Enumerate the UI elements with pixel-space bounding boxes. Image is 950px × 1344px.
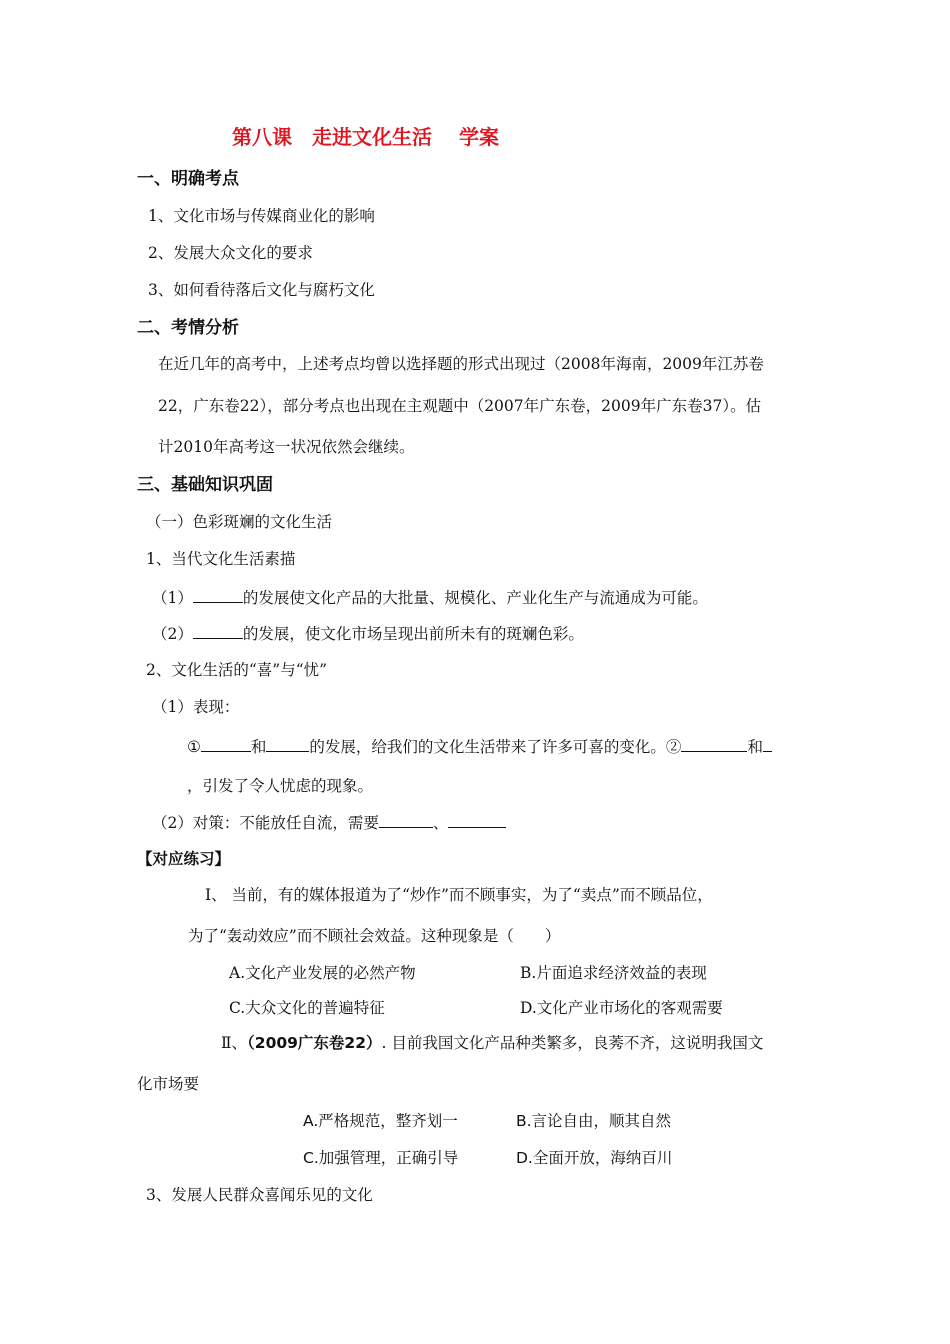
question-text: Ⅰ、 当前，有的媒体报道为了“炒作”而不顾事实，为了“卖点”而不顾品位， [205,886,713,904]
option-b[interactable]: B.言论自由，顺其自然 [516,1112,672,1130]
paragraph-heading: 1、当代文化生活素描 [146,550,296,568]
page-title: 第八课 走进文化生活 学案 [232,125,499,149]
option-c[interactable]: C.加强管理，正确引导 [303,1149,459,1167]
paragraph-line: （1）表现： [152,698,240,716]
paragraph-line: 计2010年高考这一状况依然会继续。 [158,438,415,456]
practice-heading: 【对应练习】 [137,850,231,868]
option-d[interactable]: D.全面开放，海纳百川 [516,1149,673,1167]
section-heading-basic-knowledge: 三、基础知识巩固 [137,475,273,495]
option-c[interactable]: C.大众文化的普遍特征 [229,999,385,1017]
answer-blank[interactable] [266,735,309,752]
option-d[interactable]: D.文化产业市场化的客观需要 [520,999,723,1017]
answer-blank[interactable] [379,811,433,828]
question-text: 化市场要 [137,1075,200,1093]
answer-blank[interactable] [193,622,243,639]
option-a[interactable]: A.文化产业发展的必然产物 [229,964,416,982]
fill-in-line: （2）对策：不能放任自流，需要 、 [152,811,506,833]
question-text: Ⅱ、（2009广东卷22）. 目前我国文化产品种类繁多，良莠不齐，这说明我国文 [221,1034,764,1052]
fill-in-question-2: （2） 的发展，使文化市场呈现出前所未有的斑斓色彩。 [152,622,584,644]
subsection-title: （一）色彩斑斓的文化生活 [146,513,333,531]
answer-blank[interactable] [193,586,243,603]
answer-blank[interactable] [681,735,747,752]
list-item: 3、如何看待落后文化与腐朽文化 [148,281,375,299]
paragraph-line: 在近几年的高考中，上述考点均曾以选择题的形式出现过（2008年海南，2009年江苏卷 [158,355,764,373]
paragraph-heading: 3、发展人民群众喜闻乐见的文化 [146,1186,373,1204]
list-item: 1、文化市场与传媒商业化的影响 [148,207,375,225]
question-text: 为了“轰动效应”而不顾社会效益。这种现象是（ ） [188,927,561,945]
answer-blank[interactable] [763,735,772,752]
section-heading-exam-analysis: 二、考情分析 [137,318,239,338]
option-b[interactable]: B.片面追求经济效益的表现 [520,964,707,982]
paragraph-line: 22，广东卷22），部分考点也出现在主观题中（2007年广东卷，2009年广东卷37）。估 [158,397,762,415]
answer-blank[interactable] [201,735,251,752]
fill-in-question-1: （1） 的发展使文化产品的大批量、规模化、产业化生产与流通成为可能。 [152,586,708,608]
option-a[interactable]: A.严格规范，整齐划一 [303,1112,458,1130]
paragraph-heading: 2、文化生活的“喜”与“忧” [146,661,328,679]
section-heading-exam-points: 一、明确考点 [137,169,239,189]
answer-blank[interactable] [448,811,506,828]
paragraph-line: ，引发了令人忧虑的现象。 [187,777,374,795]
list-item: 2、发展大众文化的要求 [148,244,313,262]
fill-in-line: ① 和 的发展，给我们的文化生活带来了许多可喜的变化。② 和 [187,735,772,757]
